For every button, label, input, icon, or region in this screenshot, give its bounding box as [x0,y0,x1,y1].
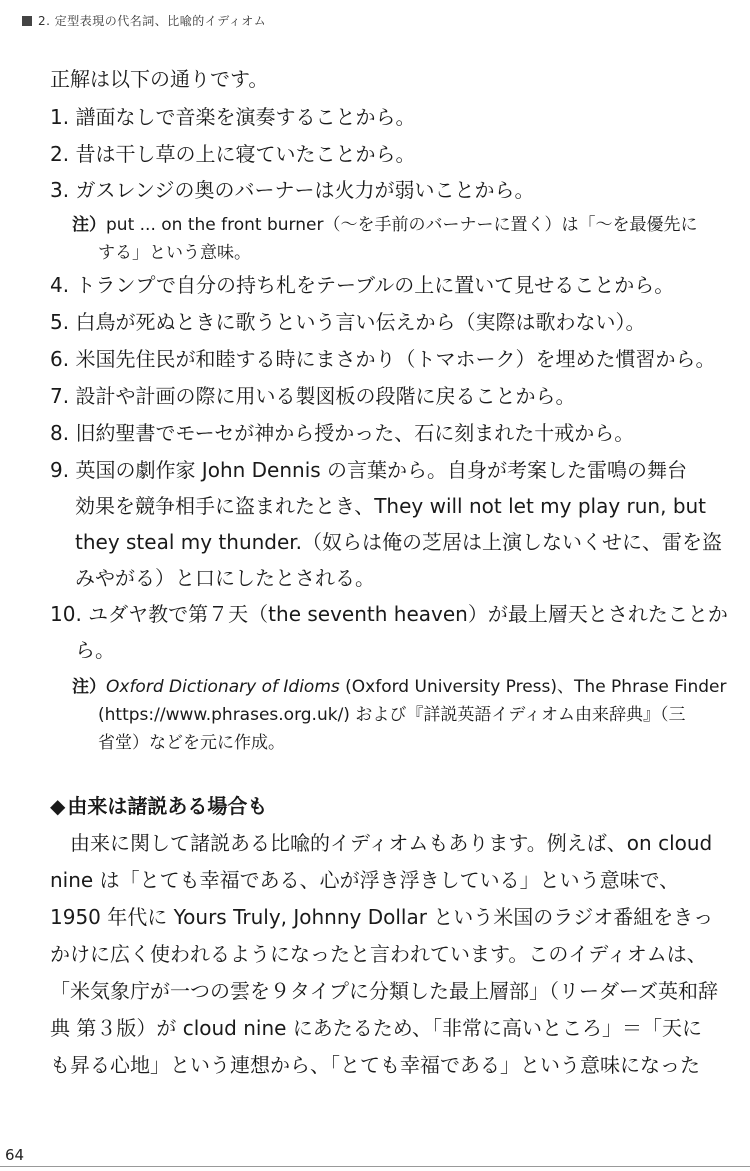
paragraph-line: かけに広く使われるようになったと言われています。このイディオムは、 [50,942,707,966]
answer-5: 5. 白鳥が死ぬときに歌うという言い伝えから（実際は歌わない）。 [50,310,646,334]
answer-2: 2. 昔は干し草の上に寝ていたことから。 [50,142,416,166]
intro-line: 正解は以下の通りです。 [50,67,269,91]
header-title: 2. 定型表現の代名詞、比喩的イディオム [38,14,267,28]
paragraph-line: 1950 年代に Yours Truly, Johnny Dollar という米国のラジオ番組をきっ [50,905,714,929]
square-bullet-icon [22,16,32,26]
diamond-bullet-icon: ◆ [50,794,66,818]
paragraph-line: 由来に関して諸説ある比喩的イディオムもあります。例えば、on cloud [70,831,713,855]
note-sources: 注）Oxford Dictionary of Idioms (Oxford University Press)、The Phrase Finder [72,677,727,697]
answer-7: 7. 設計や計画の際に用いる製図板の段階に戻ることから。 [50,384,576,408]
answer-10-line2: ら。 [75,638,115,662]
running-header [22,12,266,29]
section-heading: ◆ 由来は諸説ある場合も [50,794,268,818]
answer-10: 10. ユダヤ教で第７天（the seventh heaven）が最上層天とされたことか [50,602,728,626]
bottom-divider [0,1166,750,1167]
answer-9: 9. 英国の劇作家 John Dennis の言葉から。自身が考案した雷鳴の舞台 [50,458,688,482]
answer-1: 1. 譜面なしで音楽を演奏することから。 [50,105,416,129]
answer-3: 3. ガスレンジの奥のバーナーは火力が弱いことから。 [50,178,535,202]
answer-4: 4. トランプで自分の持ち札をテーブルの上に置いて見せることから。 [50,273,675,297]
answer-9-line3: they steal my thunder.（奴らは俺の芝居は上演しないくせに、雷を盗 [75,530,723,554]
answer-9-line4: みやがる）と口にしたとされる。 [75,566,375,590]
note-sources-line2: (https://www.phrases.org.uk/) および『詳説英語イディオム由来辞典』（三 [98,705,686,725]
answer-6: 6. 米国先住民が和睦する時にまさかり（トマホーク）を埋めた慣習から。 [50,347,716,371]
note-sources-line3: 省堂）などを元に作成。 [98,733,285,753]
paragraph-line: 「米気象庁が一つの雲を９タイプに分類した最上層部」（リーダーズ英和辞 [50,979,718,1003]
page-number: 64 [5,1146,25,1164]
note-front-burner-line2: する」という意味。 [98,243,251,263]
answer-9-line2: 効果を競争相手に盗まれたとき、They will not let my play run, but [75,494,707,518]
answer-8: 8. 旧約聖書でモーセが神から授かった、石に刻まれた十戒から。 [50,421,635,445]
note-front-burner: 注）put ... on the front burner（〜を手前のバーナーに置く）は「〜を最優先に [72,215,698,235]
paragraph-line: も昇る心地」という連想から、「とても幸福である」という意味になった [50,1053,700,1077]
paragraph-line: 典 第３版）が cloud nine にあたるため、「非常に高いところ」＝「天に [50,1016,703,1040]
paragraph-line: nine は「とても幸福である、心が浮き浮きしている」という意味で、 [50,868,680,892]
